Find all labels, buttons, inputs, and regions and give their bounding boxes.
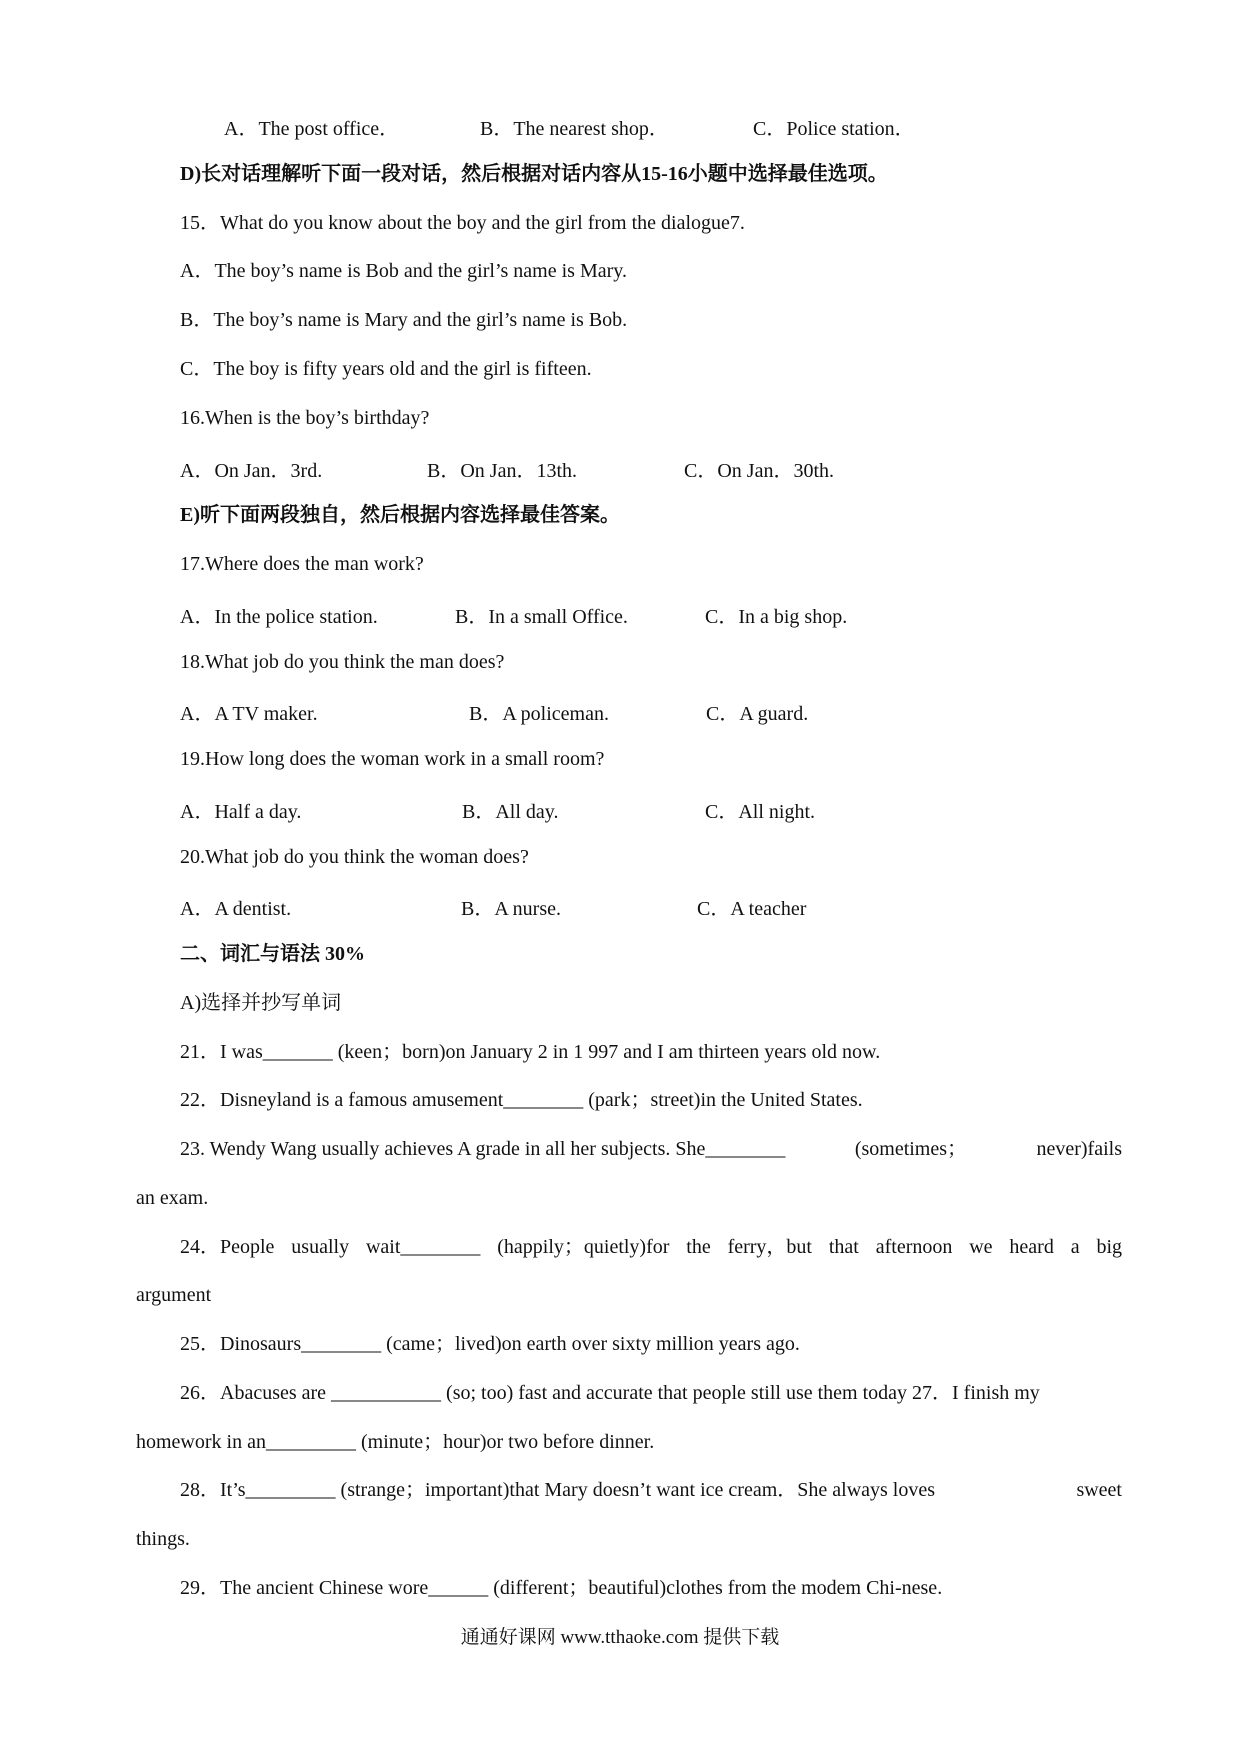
section-a-title: A)选择并抄写单词 (180, 992, 342, 1014)
q20-option-a: A．A dentist. (180, 898, 292, 920)
q17-option-b: B．In a small Office. (455, 606, 628, 628)
q15-option-b: B．The boy’s name is Mary and the girl’s name is Bob. (180, 309, 628, 331)
q21: 21．I was_______ (keen；born)on January 2 in 1 997 and I am thirteen years old now. (180, 1041, 881, 1063)
q24-word: heard (1009, 1236, 1054, 1258)
q20-stem: 20.What job do you think the woman does? (180, 846, 529, 868)
q24-word: big (1096, 1236, 1122, 1258)
q15-option-a: A．The boy’s name is Bob and the girl’s name is Mary. (180, 260, 627, 282)
q15-option-c: C．The boy is fifty years old and the girl is fifteen. (180, 358, 592, 380)
q24-word: we (969, 1236, 993, 1258)
q20-option-b: B．A nurse. (461, 898, 561, 920)
q24-word: usually (291, 1236, 350, 1258)
q19-stem: 19.How long does the woman work in a small room? (180, 748, 605, 770)
q16-option-a: A．On Jan．3rd. (180, 460, 323, 482)
q24-word: that (828, 1236, 859, 1258)
q28-line (180, 1477, 1122, 1503)
q23-part: 23. Wendy Wang usually achieves A grade in all her subjects. She________ (180, 1138, 786, 1160)
section-d-title: D)长对话理解听下面一段对话，然后根据对话内容从15-16小题中选择最佳选项。 (180, 163, 888, 185)
q15-stem: 15．What do you know about the boy and the girl from the dialogue7. (180, 212, 745, 234)
q18-option-a: A．A TV maker. (180, 703, 318, 725)
q25: 25．Dinosaurs________ (came；lived)on earth over sixty million years ago. (180, 1333, 800, 1355)
q17-option-c: C．In a big shop. (705, 606, 848, 628)
q19-option-a: A．Half a day. (180, 801, 302, 823)
q23-line (180, 1136, 1122, 1162)
q19-option-c: C．All night. (705, 801, 816, 823)
q24-word: a (1070, 1236, 1080, 1258)
page-footer: 通通好课网 www.tthaoke.com 提供下载 (460, 1627, 780, 1648)
q24-word: the (686, 1236, 711, 1258)
q19-option-b: B．All day. (462, 801, 559, 823)
q18-option-b: B．A policeman. (469, 703, 609, 725)
q14-option-a: A．The post office． (224, 118, 400, 140)
q18-option-c: C．A guard. (706, 703, 809, 725)
q28-part: sweet (1076, 1479, 1122, 1501)
q24-word: 24．People (180, 1236, 275, 1258)
q23-part: (sometimes； (854, 1138, 968, 1160)
q18-stem: 18.What job do you think the man does? (180, 651, 505, 673)
q24-word: (happily；quietly)for (497, 1236, 670, 1258)
q24-word: wait________ (365, 1236, 481, 1258)
q28-part: 28．It’s_________ (strange；important)that Mary doesn’t want ice cream．She always loves (180, 1479, 936, 1501)
q29: 29．The ancient Chinese wore______ (different；beautiful)clothes from the modem Chi-nese. (180, 1577, 943, 1599)
q24-word: ferry，but (727, 1236, 812, 1258)
q28-continuation: things. (136, 1528, 190, 1550)
q24-word: afternoon (875, 1236, 953, 1258)
q23-part: never)fails (1036, 1138, 1122, 1160)
q22: 22．Disneyland is a famous amusement________ (park；street)in the United States. (180, 1089, 863, 1111)
q14-option-c: C．Police station． (753, 118, 915, 140)
section-e-title: E)听下面两段独自，然后根据内容选择最佳答案。 (180, 504, 620, 526)
q24-line (180, 1234, 1122, 1260)
q24-continuation: argument (136, 1284, 212, 1306)
q16-stem: 16.When is the boy’s birthday? (180, 407, 430, 429)
q20-option-c: C．A teacher (697, 898, 807, 920)
q17-stem: 17.Where does the man work? (180, 553, 424, 575)
q14-option-b: B．The nearest shop． (480, 118, 669, 140)
q16-option-b: B．On Jan．13th. (427, 460, 577, 482)
q27-continuation: homework in an_________ (minute；hour)or two before dinner. (136, 1431, 655, 1453)
q17-option-a: A．In the police station. (180, 606, 378, 628)
q16-option-c: C．On Jan．30th. (684, 460, 834, 482)
part2-title: 二、词汇与语法 30% (180, 943, 365, 965)
q23-continuation: an exam. (136, 1187, 209, 1209)
q26-line: 26．Abacuses are ___________ (so; too) fast and accurate that people still use them today 27．I finish my (180, 1382, 1040, 1404)
